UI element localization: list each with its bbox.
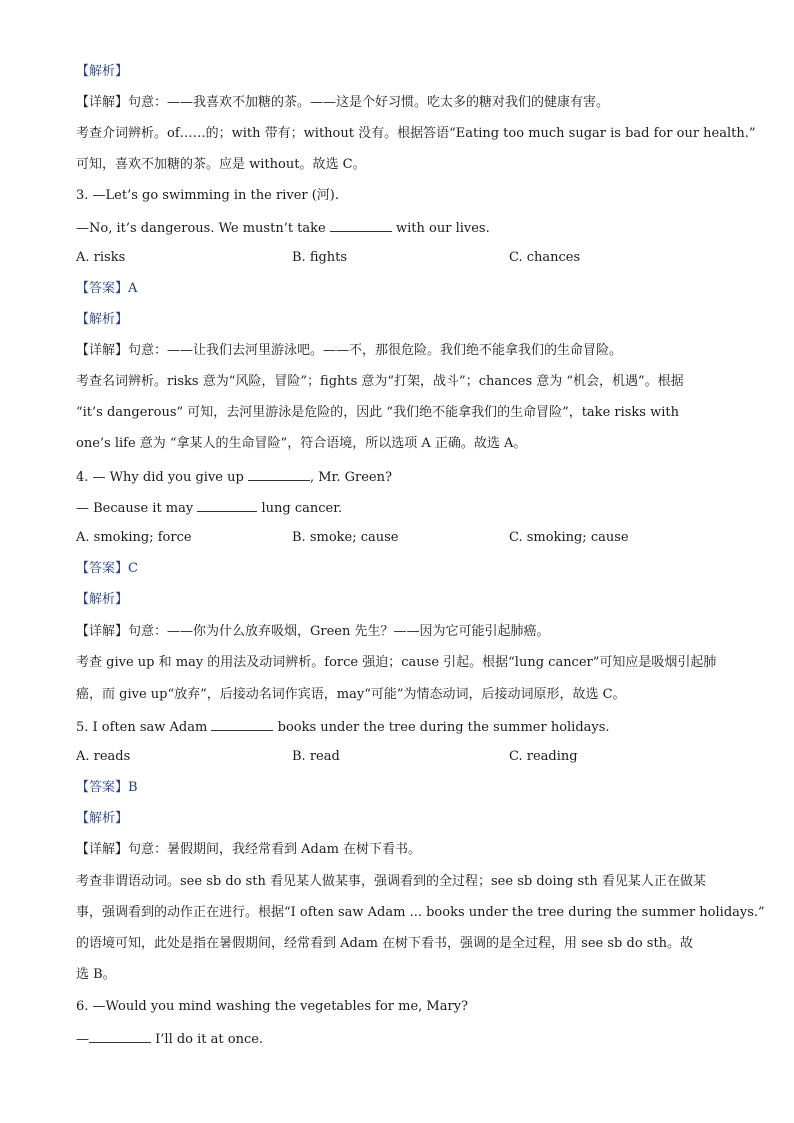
- detail-text: 【详解】句意：——我喜欢不加糖的茶。——这是个好习惯。吃太多的糖对我们的健康有害。: [76, 95, 610, 110]
- answer-text: [76, 279, 734, 299]
- answer-blank: [89, 1028, 151, 1043]
- analysis-text: 事，强调看到的动作正在进行。根据“I often saw Adam ... books under the tree during the summer holidays.”: [76, 905, 765, 920]
- analysis-text: one’s life 意为 “拿某人的生命冒险”，符合语境，所以选项 A 正确。故选 A。: [76, 436, 527, 451]
- answer-label: 【答案】B: [76, 780, 138, 795]
- analysis-text: 考查 give up 和 may 的用法及动词辨析。force 强迫；cause 引起。根据“lung cancer”可知应是吸烟引起肺: [76, 655, 717, 670]
- option-a: A. risks: [76, 250, 126, 265]
- question-text: —: [76, 1032, 89, 1047]
- detail-text: 【详解】句意：——你为什么放弃吸烟，Green 先生？——因为它可能引起肺癌。: [76, 624, 550, 639]
- option-b: B. smoke; cause: [292, 530, 399, 545]
- detail-text: 【详解】句意：暑假期间，我经常看到 Adam 在树下看书。: [76, 842, 422, 857]
- answer-blank: [248, 466, 310, 481]
- option-c: C. chances: [509, 250, 581, 265]
- analysis-text: 可知，喜欢不加糖的茶。应是 without。故选 C。: [76, 157, 366, 172]
- option-c: C. smoking; cause: [509, 530, 629, 545]
- option-a: A. smoking; force: [76, 530, 192, 545]
- question-text: , Mr. Green?: [309, 470, 392, 485]
- question-3-line: [76, 217, 734, 239]
- question-text: books under the tree during the summer holidays.: [277, 720, 610, 735]
- analysis-text: 考查名词辨析。risks 意为“风险，冒险”；fights 意为“打架，战斗”；chances 意为 “机会，机遇”。根据: [76, 374, 684, 389]
- question-6-line: 6. —Would you mind washing the vegetables for me, Mary?: [76, 999, 469, 1014]
- analysis-label: 【解析】: [76, 312, 129, 327]
- analysis-text: 选 B。: [76, 967, 116, 982]
- answer-blank: [211, 716, 273, 731]
- question-text: —No, it’s dangerous. We mustn’t take: [76, 221, 326, 236]
- option-b: B. fights: [292, 250, 348, 265]
- answer-blank: [197, 497, 257, 512]
- analysis-text: 的语境可知，此处是指在暑假期间，经常看到 Adam 在树下看书，强调的是全过程，用 see sb do sth。故: [76, 936, 694, 951]
- analysis-text: “it’s dangerous” 可知，去河里游泳是危险的，因此 “我们绝不能拿我们的生命冒险”，take risks with: [76, 405, 679, 420]
- question-6-line: [76, 1028, 734, 1050]
- analysis-label: 【解析】: [76, 64, 129, 79]
- question-4-line: [76, 466, 734, 488]
- answer-text: [76, 559, 734, 579]
- analysis-label: 【解析】: [76, 592, 129, 607]
- option-c: C. reading: [509, 749, 578, 764]
- analysis-text: 考查介词辨析。of……的；with 带有；without 没有。根据答语“Eating too much sugar is bad for our health.”: [76, 126, 756, 141]
- analysis-text: 考查非谓语动词。see sb do sth 看见某人做某事，强调看到的全过程；see sb doing sth 看见某人正在做某: [76, 874, 706, 889]
- option-a: A. reads: [76, 749, 131, 764]
- question-4-line: [76, 497, 734, 519]
- detail-text: 【详解】句意：——让我们去河里游泳吧。——不，那很危险。我们绝不能拿我们的生命冒险。: [76, 343, 623, 358]
- question-text: I’ll do it at once.: [155, 1032, 264, 1047]
- question-text: lung cancer.: [261, 501, 343, 516]
- analysis-label: 【解析】: [76, 811, 129, 826]
- answer-label: 【答案】C: [76, 561, 138, 576]
- answer-text: [76, 778, 734, 798]
- answer-label: 【答案】A: [76, 281, 138, 296]
- question-5-line: [76, 716, 734, 738]
- answer-blank: [330, 217, 392, 232]
- option-b: B. read: [292, 749, 340, 764]
- question-text: 4. — Why did you give up: [76, 470, 244, 485]
- question-text: 5. I often saw Adam: [76, 720, 208, 735]
- question-text: — Because it may: [76, 501, 194, 516]
- question-text: with our lives.: [396, 221, 490, 236]
- question-3-line: 3. —Let’s go swimming in the river (河).: [76, 188, 340, 203]
- analysis-text: 癌，而 give up“放弃”，后接动名词作宾语，may“可能”为情态动词，后接动词原形，故选 C。: [76, 687, 626, 702]
